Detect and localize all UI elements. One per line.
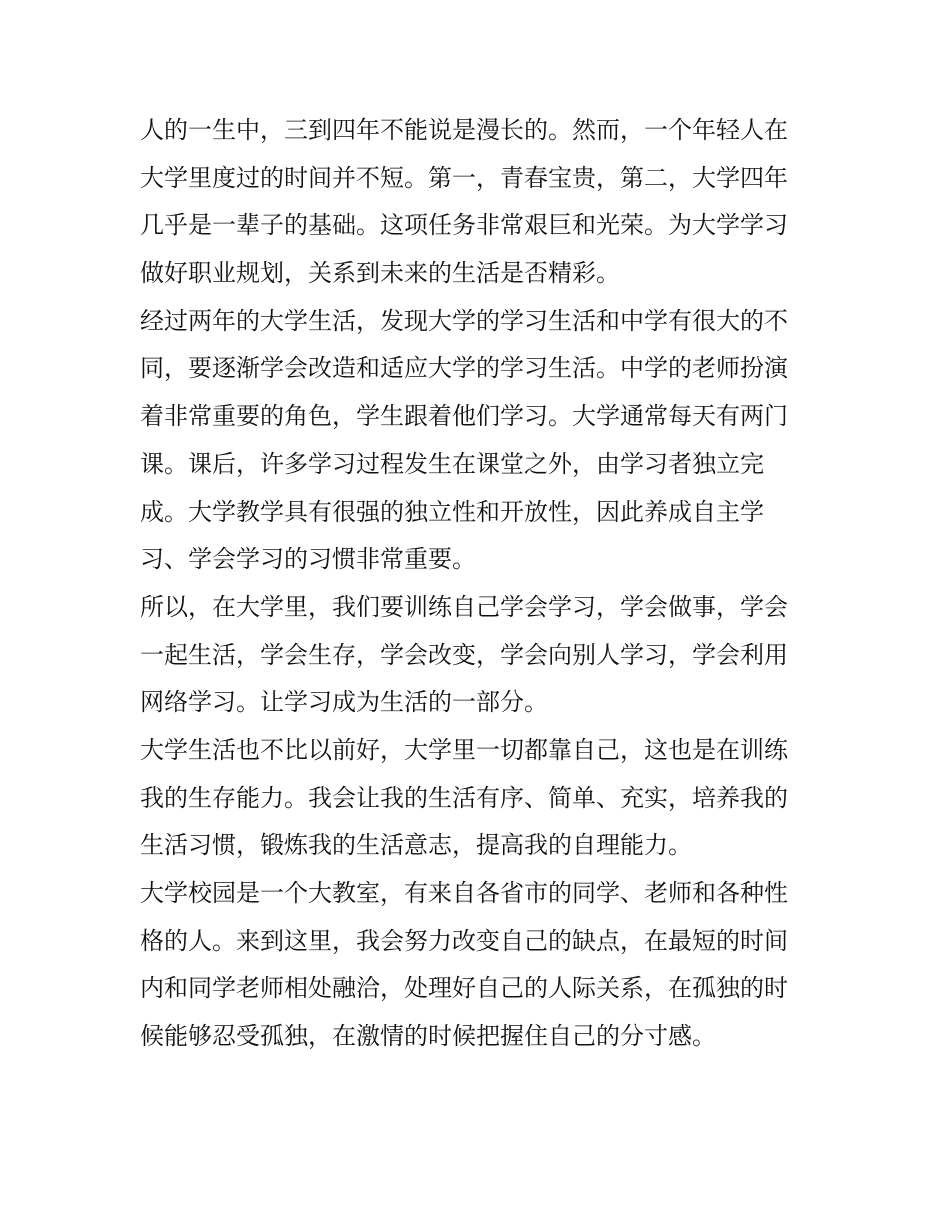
text-line: 同，要逐渐学会改造和适应大学的学习生活。中学的老师扮演 bbox=[140, 354, 788, 383]
text-line: 习、学会学习的习惯非常重要。 bbox=[140, 545, 476, 574]
text-line: 生活习惯，锻炼我的生活意志，提高我的自理能力。 bbox=[140, 831, 692, 860]
text-line: 大学里度过的时间并不短。第一，青春宝贵，第二，大学四年 bbox=[140, 163, 788, 192]
text-line: 内和同学老师相处融洽，处理好自己的人际关系，在孤独的时 bbox=[140, 974, 788, 1003]
text-line: 大学校园是一个大教室，有来自各省市的同学、老师和各种性 bbox=[140, 879, 788, 907]
text-line: 所以，在大学里，我们要训练自己学会学习，学会做事，学会 bbox=[140, 592, 788, 621]
text-line: 做好职业规划，关系到未来的生活是否精彩。 bbox=[140, 259, 620, 288]
text-line: 经过两年的大学生活，发现大学的学习生活和中学有很大的不 bbox=[140, 306, 788, 335]
text-line: 成。大学教学具有很强的独立性和开放性，因此养成自主学 bbox=[140, 497, 764, 526]
body-text bbox=[140, 107, 820, 1061]
text-line: 着非常重要的角色，学生跟着他们学习。大学通常每天有两门 bbox=[140, 402, 788, 431]
text-line: 格的人。来到这里，我会努力改变自己的缺点，在最短的时间 bbox=[140, 926, 788, 955]
text-line: 大学生活也不比以前好，大学里一切都靠自己，这也是在训练 bbox=[140, 735, 788, 764]
text-line: 一起生活，学会生存，学会改变，学会向别人学习，学会利用 bbox=[140, 640, 788, 669]
text-line: 人的一生中，三到四年不能说是漫长的。然而，一个年轻人在 bbox=[140, 116, 788, 144]
text-line: 候能够忍受孤独，在激情的时候把握住自己的分寸感。 bbox=[140, 1022, 716, 1051]
text-line: 课。课后，许多学习过程发生在课堂之外，由学习者独立完 bbox=[140, 449, 764, 478]
text-line: 几乎是一辈子的基础。这项任务非常艰巨和光荣。为大学学习 bbox=[140, 211, 788, 240]
text-line: 我的生存能力。我会让我的生活有序、简单、充实，培养我的 bbox=[140, 783, 788, 812]
text-line: 网络学习。让学习成为生活的一部分。 bbox=[140, 688, 548, 717]
